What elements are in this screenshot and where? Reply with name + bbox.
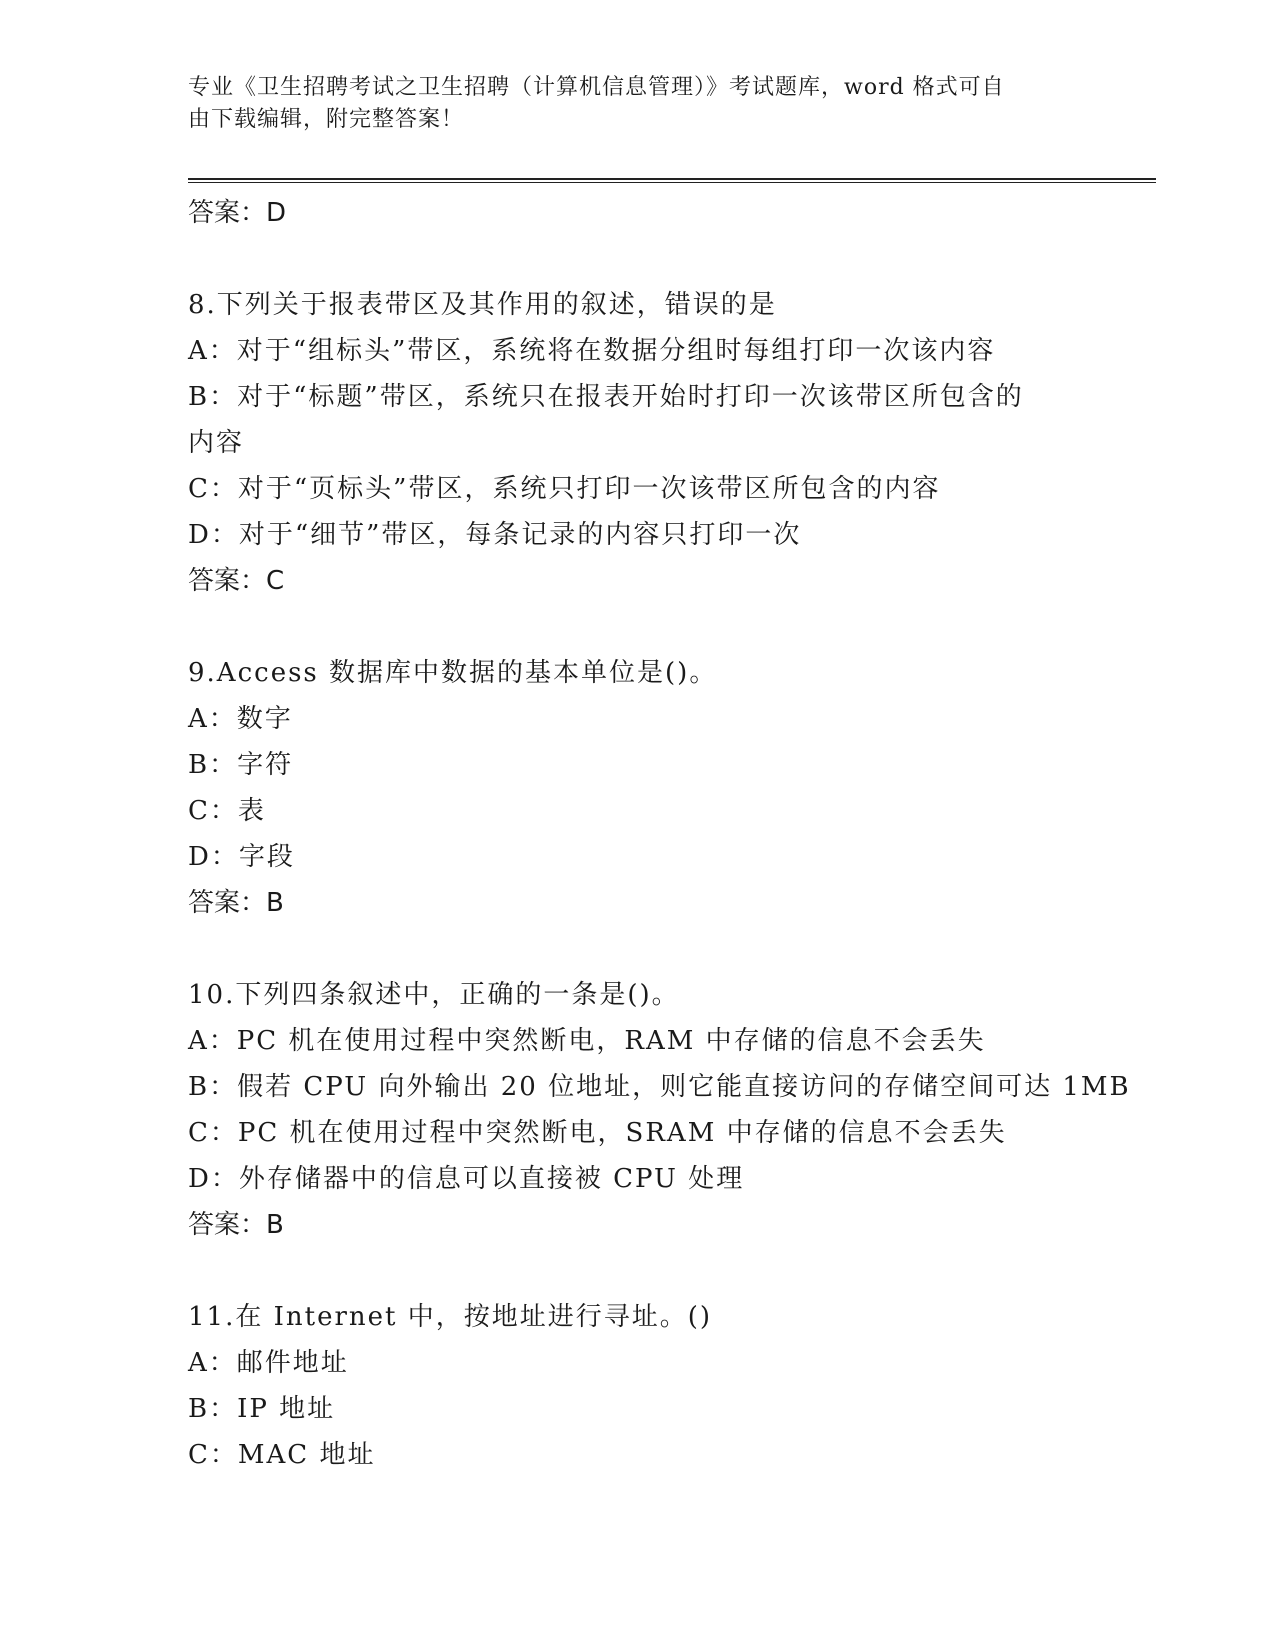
document-body <box>188 190 1131 1478</box>
option-b: B：IP 地址 <box>188 1394 336 1424</box>
option-a: A：邮件地址 <box>188 1348 349 1378</box>
option-a: A：PC 机在使用过程中突然断电，RAM 中存储的信息不会丢失 <box>188 1026 986 1056</box>
answer-line: 答案：D <box>188 198 287 228</box>
spacer <box>188 1248 1088 1294</box>
spacer <box>188 604 1088 650</box>
question-block <box>188 282 1088 604</box>
answer-line: 答案：C <box>188 566 285 596</box>
question-block <box>188 650 1088 926</box>
option-c: C：MAC 地址 <box>188 1440 376 1470</box>
answer-line: 答案：B <box>188 888 284 918</box>
header-line-2: 由下载编辑，附完整答案！ <box>188 107 465 132</box>
answer-line: 答案：B <box>188 1210 284 1240</box>
spacer <box>188 236 1088 282</box>
question-stem: 11.在 Internet 中，按地址进行寻址。() <box>188 1302 713 1332</box>
option-b: B：字符 <box>188 750 294 780</box>
question-stem: 9.Access 数据库中数据的基本单位是()。 <box>188 658 718 688</box>
option-a: A：数字 <box>188 704 293 734</box>
spacer <box>188 926 1088 972</box>
option-a: A：对于“组标头”带区，系统将在数据分组时每组打印一次该内容 <box>188 336 996 366</box>
question-block <box>188 972 1131 1248</box>
option-b-continued: 内容 <box>188 428 245 458</box>
header-divider <box>188 178 1156 183</box>
option-c: C：PC 机在使用过程中突然断电，SRAM 中存储的信息不会丢失 <box>188 1118 1007 1148</box>
option-c: C：对于“页标头”带区，系统只打印一次该带区所包含的内容 <box>188 474 941 504</box>
option-b: B：假若 CPU 向外输出 20 位地址，则它能直接访问的存储空间可达 1MB <box>188 1072 1131 1102</box>
option-b: B：对于“标题”带区，系统只在报表开始时打印一次该带区所包含的 <box>188 382 1024 412</box>
option-d: D：对于“细节”带区，每条记录的内容只打印一次 <box>188 520 802 550</box>
document-header <box>188 72 1088 136</box>
question-stem: 10.下列四条叙述中，正确的一条是()。 <box>188 980 680 1010</box>
question-block <box>188 1294 1088 1478</box>
question-stem: 8.下列关于报表带区及其作用的叙述，错误的是 <box>188 290 777 320</box>
header-line-1: 专业《卫生招聘考试之卫生招聘（计算机信息管理）》考试题库，word 格式可自 <box>188 75 1005 100</box>
option-d: D：字段 <box>188 842 295 872</box>
option-c: C：表 <box>188 796 266 826</box>
option-d: D：外存储器中的信息可以直接被 CPU 处理 <box>188 1164 745 1194</box>
